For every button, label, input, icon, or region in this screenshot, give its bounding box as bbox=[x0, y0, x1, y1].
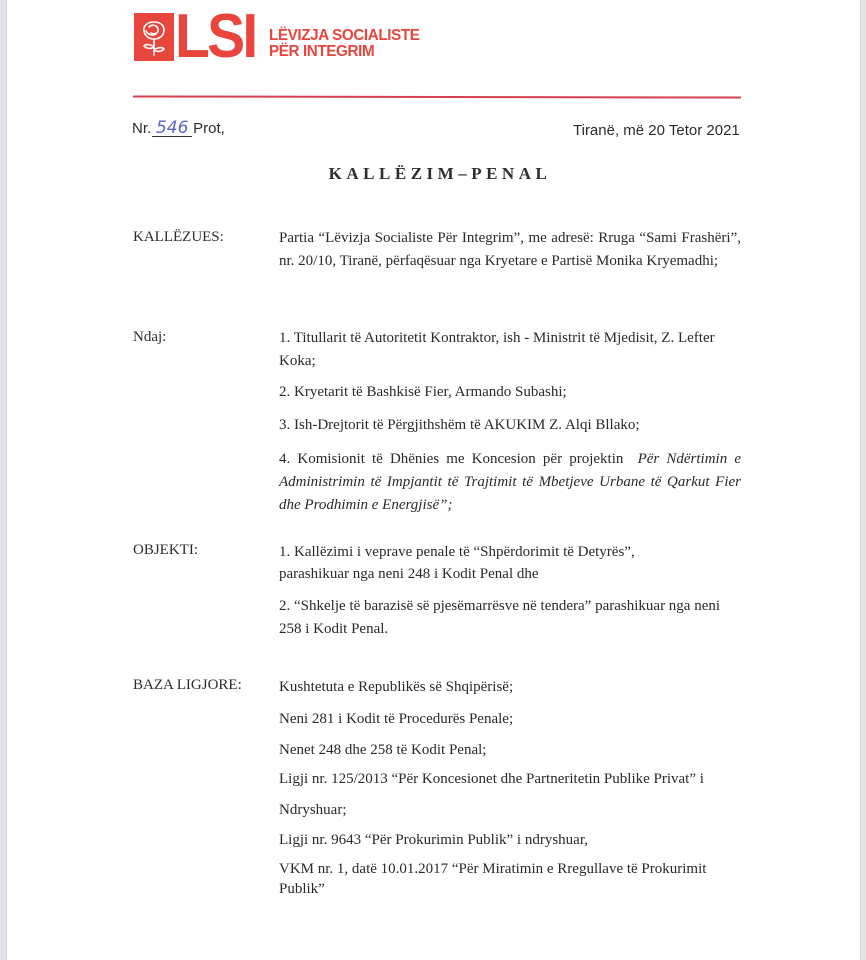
baza-ligjore-item: Ligji nr. 125/2013 “Për Koncesionet dhe Partneritetin Publike Privat” i bbox=[279, 771, 704, 787]
kallezues-text: Partia “Lëvizja Socialiste Për Integrim”, me adresë: Rruga “Sami Frashëri”, nr. 20/10, Tiranë, përfaqësuar nga Kryetare e Partisë Monika Kryemadhi; bbox=[279, 230, 741, 269]
protocol-number: 546 bbox=[152, 121, 192, 137]
rose-icon bbox=[134, 13, 174, 61]
baza-ligjore-item: Ndryshuar; bbox=[279, 802, 347, 818]
ndaj-item-4-prefix: 4. Komisionit të Dhënies me Koncesion për projektin bbox=[279, 451, 624, 467]
ndaj-item-4 bbox=[279, 448, 741, 517]
ndaj-item-4-project: Për Ndërtimin e Administrimin të Impjantit të Trajtimit të Mbetjeve Urbane të Qarkut Fier dhe Prodhimin e Energjisë”; bbox=[279, 451, 741, 513]
objekti-item: 2. “Shkelje të barazisë së pjesëmarrësve në tendera” parashikuar nga neni 258 i Kodit Penal. bbox=[279, 598, 721, 637]
organization-name bbox=[269, 28, 420, 60]
baza-ligjore-item: Kushtetuta e Republikës së Shqipërisë; bbox=[279, 679, 514, 695]
objekti-item: parashikuar nga neni 248 i Kodit Penal dhe bbox=[279, 566, 539, 582]
logo-wordmark: LSI bbox=[175, 2, 256, 71]
protocol-number-line bbox=[132, 120, 225, 137]
baza-ligjore-item: Ligji nr. 9643 “Për Prokurimin Publik” i ndryshuar, bbox=[279, 832, 588, 848]
ndaj-item: 3. Ish-Drejtorit të Përgjithshëm të AKUKIM Z. Alqi Bllako; bbox=[279, 417, 640, 433]
organization-name-line1: LËVIZJA SOCIALISTE bbox=[269, 27, 420, 44]
document-title: KALLËZIM–PENAL bbox=[328, 164, 552, 183]
objekti-item: 1. Kallëzimi i veprave penale të “Shpërdorimit të Detyrës”, bbox=[279, 544, 635, 560]
document-page bbox=[6, 0, 861, 960]
section-label-kallezues: KALLËZUES: bbox=[133, 229, 224, 245]
nr-suffix: Prot, bbox=[193, 120, 225, 137]
section-label-objekti: OBJEKTI: bbox=[133, 542, 198, 558]
header-divider bbox=[133, 95, 741, 98]
ndaj-item: 1. Titullarit të Autoritetit Kontraktor, ish - Ministrit të Mjedisit, Z. Lefter Koka; bbox=[279, 330, 715, 369]
section-label-ndaj: Ndaj: bbox=[133, 329, 167, 345]
baza-ligjore-item: Neni 281 i Kodit të Procedurës Penale; bbox=[279, 711, 514, 727]
organization-name-line2: PËR INTEGRIM bbox=[269, 43, 375, 60]
place-date: Tiranë, më 20 Tetor 2021 bbox=[573, 122, 740, 139]
baza-ligjore-item: VKM nr. 1, datë 10.01.2017 “Për Miratimin e Rregullave të Prokurimit Publik” bbox=[279, 861, 707, 897]
section-label-baza-ligjore: BAZA LIGJORE: bbox=[133, 677, 242, 693]
baza-ligjore-item: Nenet 248 dhe 258 të Kodit Penal; bbox=[279, 742, 487, 758]
ndaj-item: 2. Kryetarit të Bashkisë Fier, Armando Subashi; bbox=[279, 384, 567, 400]
nr-prefix: Nr. bbox=[132, 120, 152, 137]
